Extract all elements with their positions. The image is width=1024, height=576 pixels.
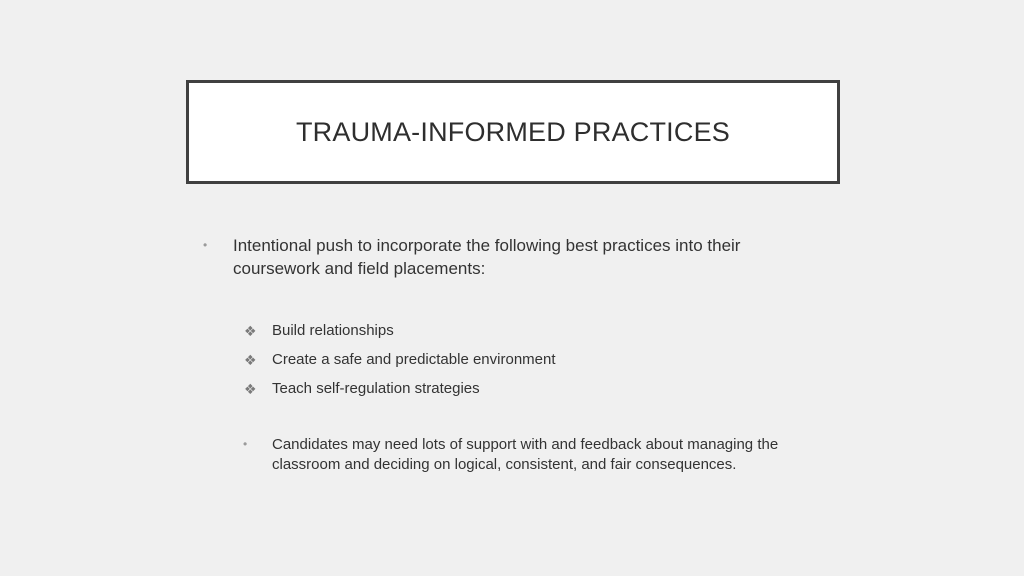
title-box — [186, 80, 840, 184]
list-item-label: Teach self-regulation strategies — [272, 380, 480, 397]
slide-title: TRAUMA-INFORMED PRACTICES — [295, 116, 730, 147]
list-item-label: Build relationships — [272, 322, 394, 339]
main-bullet-text: Intentional push to incorporate the following best practices into their coursework and field placements: — [233, 236, 741, 278]
diamond-bullet-icon: ❖ — [244, 380, 257, 397]
second-bullet-text: Candidates may need lots of support with and feedback about managing the classroom and deciding on logical, consistent, and fair consequences. — [272, 436, 779, 473]
practices-list — [244, 316, 804, 403]
list-item — [244, 374, 804, 403]
list-item — [244, 316, 804, 345]
bullet-dot-icon: • — [243, 437, 248, 451]
list-item-label: Create a safe and predictable environment — [272, 351, 556, 368]
diamond-bullet-icon: ❖ — [244, 322, 257, 339]
list-item — [244, 345, 804, 374]
diamond-bullet-icon: ❖ — [244, 351, 257, 368]
bullet-dot-icon: • — [203, 238, 208, 252]
